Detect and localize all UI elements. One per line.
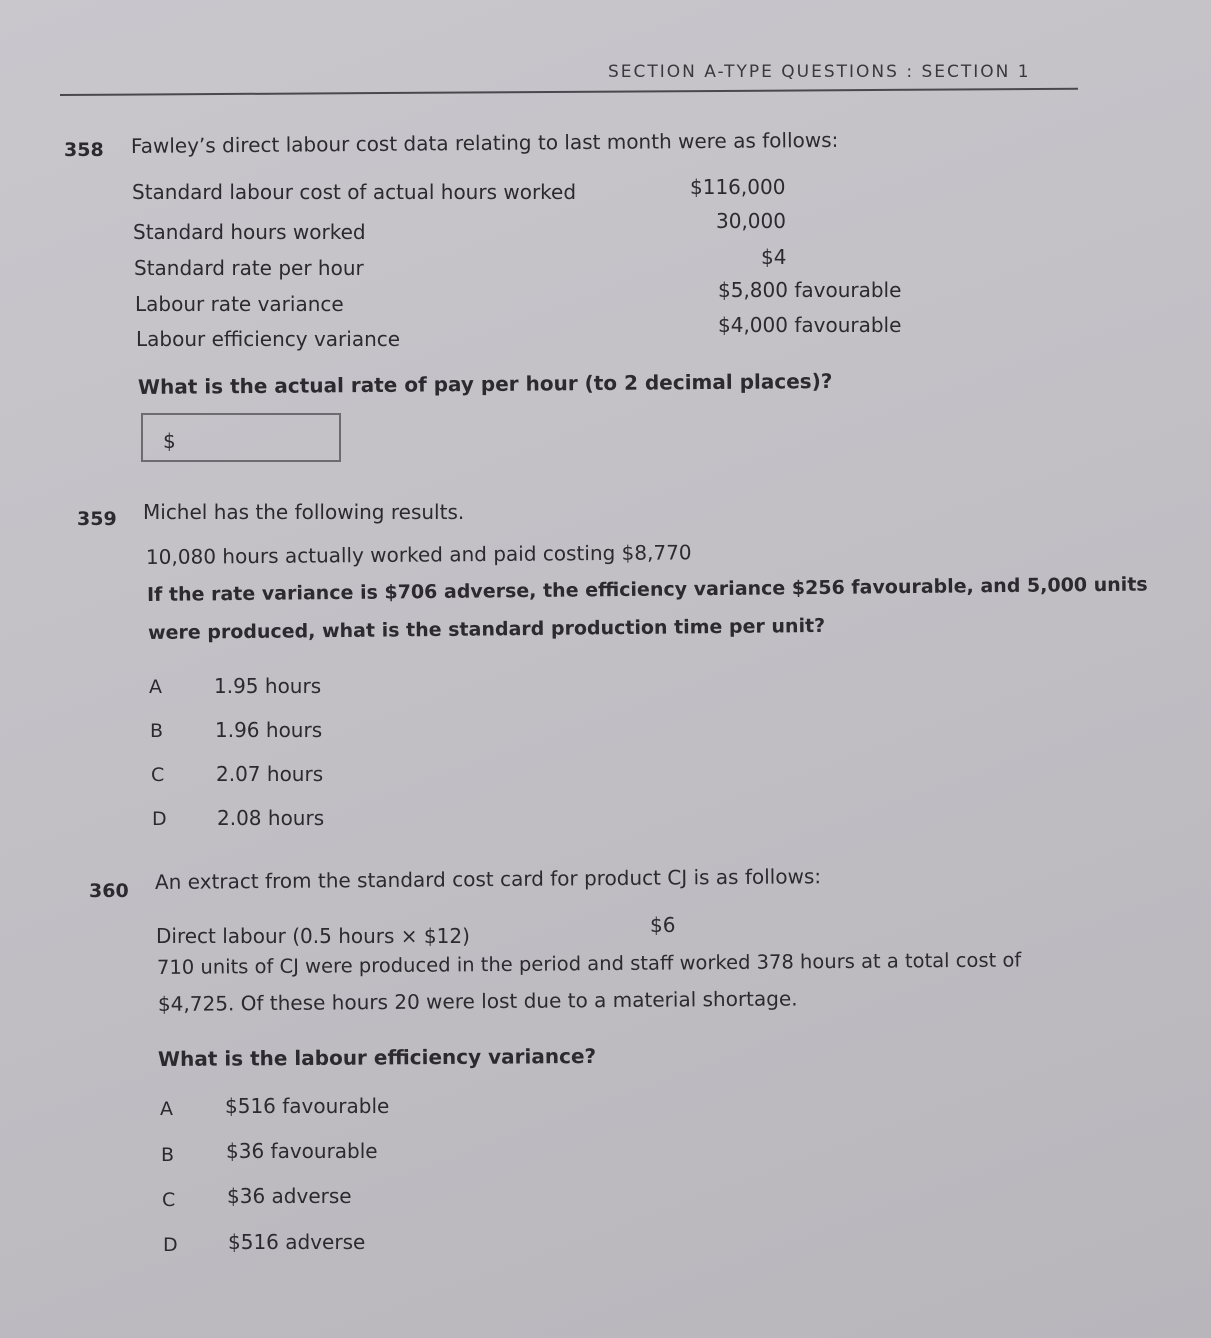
question-intro: Fawley’s direct labour cost data relating to last month were as follows: [130, 127, 839, 158]
option-text[interactable]: $516 favourable [225, 1094, 390, 1118]
question-intro: Michel has the following results. [143, 500, 465, 524]
data-value: 30,000 [716, 209, 786, 233]
option-letter: B [150, 720, 164, 742]
option-text[interactable]: 1.96 hours [215, 718, 323, 742]
cost-card-value: $6 [650, 913, 676, 937]
option-letter: D [152, 808, 167, 830]
currency-prefix: $ [163, 429, 176, 453]
question-number: 359 [77, 508, 117, 530]
question-number: 360 [89, 880, 129, 902]
option-letter: C [162, 1189, 176, 1211]
option-letter: A [160, 1098, 173, 1120]
option-letter: B [161, 1144, 175, 1166]
data-label: Standard hours worked [133, 220, 366, 244]
data-value: $4 [761, 245, 787, 269]
data-value: $116,000 [690, 175, 786, 199]
data-label: Standard labour cost of actual hours worked [132, 180, 577, 204]
paragraph-line1: 710 units of CJ were produced in the period and staff worked 378 hours at a total cost of [156, 948, 1022, 979]
data-label: Labour rate variance [135, 292, 344, 316]
option-letter: C [151, 764, 165, 786]
question-prompt-line1: If the rate variance is $706 adverse, the efficiency variance $256 favourable, and 5,000 units [146, 573, 1148, 606]
option-text[interactable]: $516 adverse [228, 1230, 366, 1254]
option-text[interactable]: $36 adverse [227, 1184, 352, 1208]
question-detail: 10,080 hours actually worked and paid costing $8,770 [145, 540, 692, 569]
question-prompt-line2: were produced, what is the standard production time per unit? [147, 614, 826, 644]
option-text[interactable]: 1.95 hours [214, 674, 322, 698]
data-label: Standard rate per hour [134, 256, 364, 280]
option-text[interactable]: 2.07 hours [216, 762, 324, 786]
option-text[interactable]: $36 favourable [226, 1139, 378, 1163]
data-value: $4,000 favourable [718, 313, 902, 337]
question-intro: An extract from the standard cost card for product CJ is as follows: [154, 864, 822, 894]
cost-card-label: Direct labour (0.5 hours × $12) [156, 924, 470, 948]
question-prompt: What is the labour efficiency variance? [157, 1043, 597, 1071]
question-prompt: What is the actual rate of pay per hour (to 2 decimal places)? [137, 368, 833, 399]
paragraph-line2: $4,725. Of these hours 20 were lost due to a material shortage. [157, 986, 798, 1016]
data-label: Labour efficiency variance [136, 327, 401, 351]
option-letter: D [163, 1234, 178, 1256]
answer-box[interactable] [141, 413, 341, 462]
option-text[interactable]: 2.08 hours [217, 806, 325, 830]
option-letter: A [149, 676, 162, 698]
header-rule [60, 88, 1078, 96]
section-header: SECTION A-TYPE QUESTIONS : SECTION 1 [608, 62, 1031, 82]
question-number: 358 [64, 139, 104, 161]
data-value: $5,800 favourable [718, 278, 902, 302]
